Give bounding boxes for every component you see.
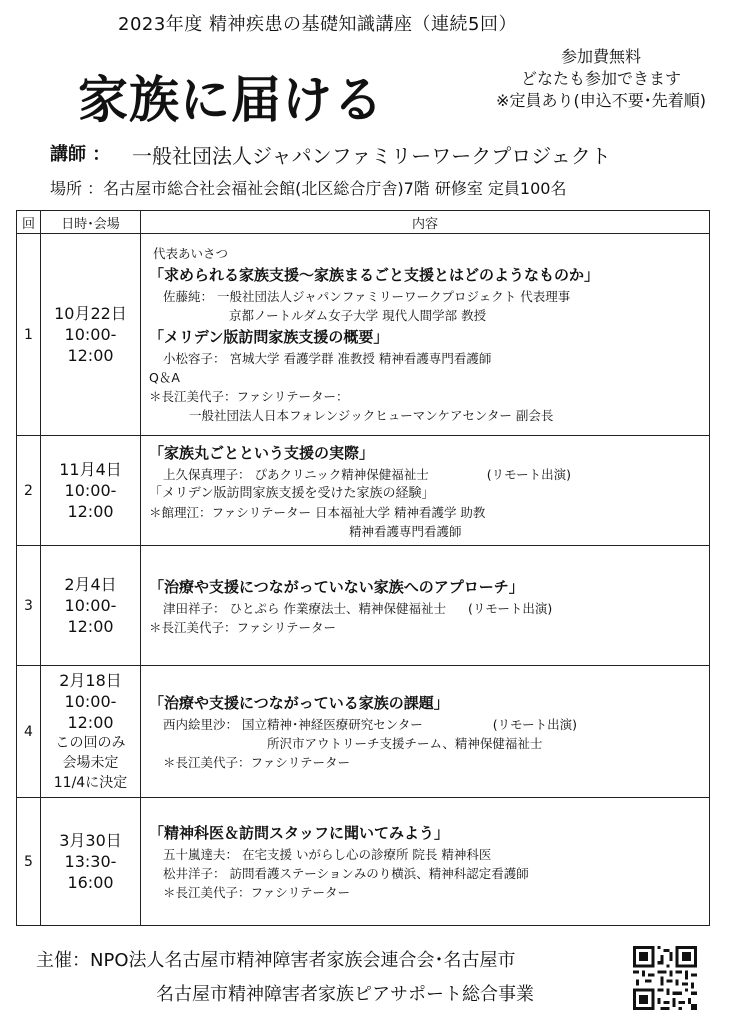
- table-row: [17, 436, 710, 546]
- facilitator-affiliation: 精神看護専門看護師: [349, 523, 462, 539]
- speaker-line: 五十嵐達夫： 在宅支援 いがらし心の診療所 院長 精神科医: [163, 847, 492, 862]
- session-date-note: この回のみ: [55, 735, 126, 751]
- session-date-note: 会場未定: [62, 755, 119, 771]
- header-datetime: 日時･会場: [41, 211, 141, 234]
- speaker-affiliation: 京都ノートルダム女子大学 現代人間学部 教授: [229, 308, 487, 323]
- header-number: 回: [17, 211, 41, 234]
- session-date-line: 10月22日: [54, 304, 127, 323]
- talk-title: 「治療や支援につながっている家族の課題」: [149, 694, 449, 712]
- speaker-text: 津田祥子： ひとぷら 作業療法士、精神保健福祉士: [163, 600, 446, 616]
- facilitator-line: ＊長江美代子：ファシリテーター: [163, 755, 351, 770]
- session-date-line: 11月4日: [59, 460, 122, 479]
- fee-capacity-note: ※定員あり(申込不要･先着順): [496, 91, 706, 110]
- event-subtitle: 2023年度 精神疾患の基礎知識講座（連続5回）: [118, 14, 517, 35]
- qr-code-icon[interactable]: [633, 946, 697, 1010]
- fee-free: 参加費無料: [560, 47, 641, 66]
- table-row: [17, 798, 710, 926]
- session-content: [141, 666, 710, 798]
- session-date-line: 12:00: [67, 346, 114, 365]
- lecturer-name: 一般社団法人ジャパンファミリーワークプロジェクト: [132, 144, 611, 168]
- fee-info: [476, 46, 726, 112]
- session-date-line: 12:00: [67, 713, 114, 732]
- page-title: 家族に届ける: [78, 71, 384, 129]
- session-date-line: 10:00-: [64, 596, 117, 615]
- organizer-line: 主催：NPO法人名古屋市精神障害者家族会連合会･名古屋市: [36, 950, 516, 971]
- speaker-line: 松井洋子： 訪問看護ステーションみのり横浜、精神科認定看護師: [163, 866, 529, 881]
- remote-note: (リモート出演): [486, 466, 571, 482]
- content-line: Q＆A: [149, 370, 180, 385]
- session-date-line: 12:00: [67, 502, 114, 521]
- session-date-line: 13:30-: [64, 852, 117, 871]
- speaker-affiliation: 所沢市アウトリーチ支援チーム、精神保健福祉士: [267, 736, 543, 751]
- speaker-line: [149, 599, 709, 618]
- session-date: [41, 436, 141, 546]
- facilitator-line: ＊長江美代子：ファシリテーター: [149, 619, 337, 635]
- session-date-line: 10:00-: [64, 692, 117, 711]
- session-date: [41, 234, 141, 436]
- session-date-line: 10:00-: [64, 481, 117, 500]
- talk-subtitle: 「メリデン版訪問家族支援を受けた家族の経験」: [149, 485, 435, 501]
- facilitator-line: ＊長江美代子：ファシリテーター：: [149, 389, 349, 404]
- session-date: [41, 666, 141, 798]
- session-number: 2: [17, 436, 41, 546]
- speaker-text: 西内絵里沙： 国立精神･神経医療研究センター: [163, 717, 423, 732]
- session-number: 5: [17, 798, 41, 926]
- remote-note: (リモート出演): [467, 600, 553, 616]
- session-content: [141, 436, 710, 546]
- facilitator-line: ＊長江美代子：ファシリテーター: [163, 885, 351, 900]
- session-number: 1: [17, 234, 41, 436]
- session-date-line: 16:00: [67, 873, 114, 892]
- talk-title: 「家族丸ごとという支援の実際」: [149, 443, 375, 462]
- session-content: [141, 546, 710, 666]
- session-date: [41, 546, 141, 666]
- content-line: 代表あいさつ: [153, 246, 229, 261]
- session-number: 3: [17, 546, 41, 666]
- session-date-line: 12:00: [67, 617, 114, 636]
- session-date-line: 2月4日: [64, 575, 117, 594]
- speaker-text: 上久保真理子： ぴあクリニック精神保健福祉士: [163, 466, 429, 482]
- session-date: [41, 798, 141, 926]
- talk-title: 「メリデン版訪問家族支援の概要」: [149, 328, 389, 346]
- session-date-line: 3月30日: [59, 831, 122, 850]
- fee-open: どなたも参加できます: [520, 69, 681, 88]
- schedule-table: [16, 210, 710, 926]
- facilitator-affiliation: 一般社団法人日本フォレンジックヒューマンケアセンター 副会長: [189, 408, 554, 423]
- talk-title: 「求められる家族支援～家族まるごと支援とはどのようなものか」: [149, 266, 600, 284]
- session-date-line: 2月18日: [59, 671, 122, 690]
- session-date-note: 11/4に決定: [53, 775, 128, 791]
- header-content: 内容: [141, 211, 710, 234]
- speaker-line: 佐藤純： 一般社団法人ジャパンファミリーワークプロジェクト 代表理事: [163, 289, 571, 304]
- speaker-line: 小松容子： 宮城大学 看護学群 准教授 精神看護専門看護師: [163, 351, 492, 366]
- session-content: [141, 234, 710, 436]
- session-number: 4: [17, 666, 41, 798]
- speaker-line: [149, 465, 709, 484]
- table-row: [17, 234, 710, 436]
- talk-title: 「精神科医＆訪問スタッフに聞いてみよう」: [149, 824, 450, 842]
- talk-title: 「治療や支援につながっていない家族へのアプローチ」: [149, 577, 524, 596]
- table-header-row: [17, 211, 710, 234]
- session-content: [141, 798, 710, 926]
- speaker-line: [149, 715, 709, 734]
- lecturer-label: 講師 ：: [50, 144, 111, 165]
- table-row: [17, 666, 710, 798]
- table-row: [17, 546, 710, 666]
- organizer-program: 名古屋市精神障害者家族ピアサポート総合事業: [156, 984, 534, 1005]
- session-date-line: 10:00-: [64, 325, 117, 344]
- remote-note: (リモート出演): [492, 717, 577, 732]
- facilitator-line: ＊館理江：ファシリテーター 日本福祉大学 精神看護学 助教: [149, 504, 486, 520]
- venue-info: 場所 ：名古屋市総合社会福祉会館(北区総合庁舎)7階 研修室 定員100名: [50, 179, 567, 198]
